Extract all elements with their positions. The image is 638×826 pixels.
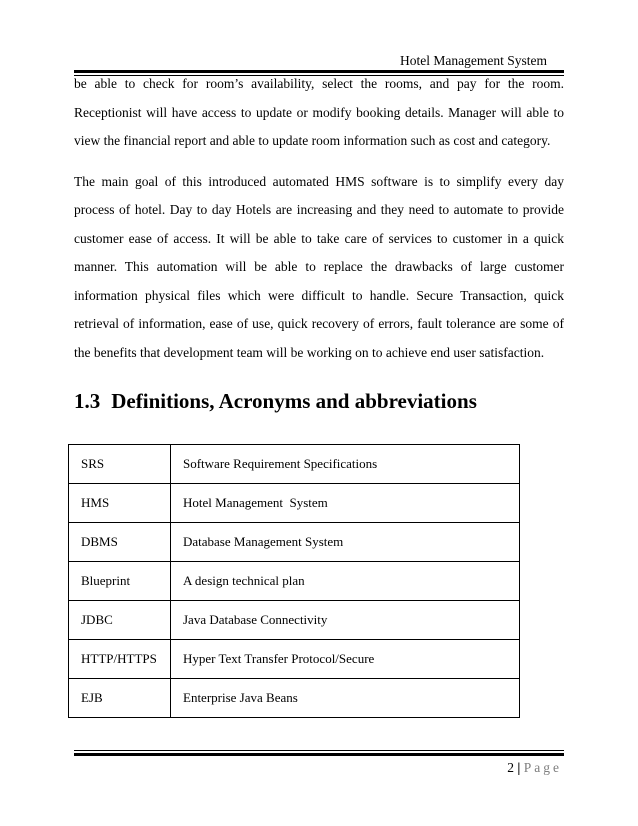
footer-rule-thick — [74, 753, 564, 756]
body-text — [74, 70, 564, 367]
footer-rule-thin — [74, 750, 564, 751]
definition-meaning: Hotel Management System — [171, 484, 520, 523]
section-number: 1.3 — [74, 389, 101, 413]
definitions-table — [68, 444, 520, 718]
table-row — [69, 640, 520, 679]
definition-term: SRS — [69, 445, 171, 484]
table-row — [69, 445, 520, 484]
table-row — [69, 562, 520, 601]
definition-term: HTTP/HTTPS — [69, 640, 171, 679]
table-row — [69, 679, 520, 718]
definition-meaning: Hyper Text Transfer Protocol/Secure — [171, 640, 520, 679]
definition-meaning: Database Management System — [171, 523, 520, 562]
table-row — [69, 523, 520, 562]
paragraph-continuation: be able to check for room’s availability, select the rooms, and pay for the room. Receptionist will have access to update or modify booking details. Manager will able to view the financial report and able to update room information such as cost and category. — [74, 76, 564, 148]
definition-meaning: Enterprise Java Beans — [171, 679, 520, 718]
page-word: Page — [523, 760, 562, 775]
definition-term: Blueprint — [69, 562, 171, 601]
definition-term: EJB — [69, 679, 171, 718]
definition-term: DBMS — [69, 523, 171, 562]
paragraph-main-goal: The main goal of this introduced automated HMS software is to simplify every day process of hotel. Day to day Hotels are increasing and they need to automate to provide customer ease of access. It will be able to take care of services to customer in a quick manner. This automation will be able to replace the drawbacks of large customer information physical files which were difficult to handle. Secure Transaction, quick retrieval of information, ease of use, quick recovery of errors, fault tolerance are some of the benefits that development team will be working on to achieve end user satisfaction. — [74, 173, 564, 360]
footer-separator: | — [514, 760, 524, 775]
table-row — [69, 484, 520, 523]
section-title: Definitions, Acronyms and abbreviations — [111, 389, 477, 413]
definition-meaning: Java Database Connectivity — [171, 601, 520, 640]
page-footer — [507, 760, 562, 776]
definition-term: HMS — [69, 484, 171, 523]
section-heading — [74, 386, 477, 416]
definition-meaning: Software Requirement Specifications — [171, 445, 520, 484]
definition-meaning: A design technical plan — [171, 562, 520, 601]
table-row — [69, 601, 520, 640]
running-header-title: Hotel Management System — [400, 53, 547, 68]
page-number: 2 — [507, 760, 515, 775]
definition-term: JDBC — [69, 601, 171, 640]
